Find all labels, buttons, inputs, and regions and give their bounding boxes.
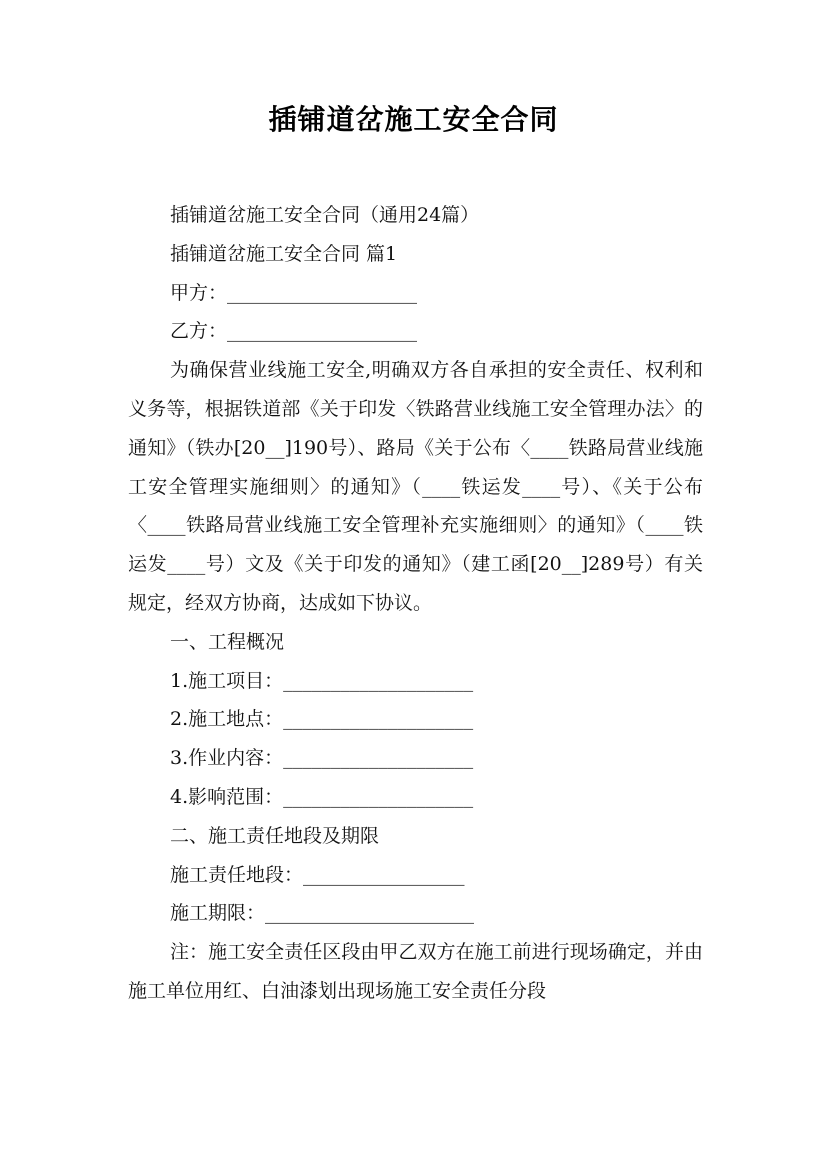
document-title: 插铺道岔施工安全合同 (268, 103, 559, 136)
item-construction-site: 2.施工地点：____________________ (170, 708, 474, 731)
document-body (128, 196, 703, 1011)
intro-paragraph: 为确保营业线施工安全,明确双方各自承担的安全责任、权利和义务等，根据铁道部《关于印发〈铁路营业线施工安全管理办法〉的通知》（铁办[20__]190号）、路局《关于公布〈____铁路局营业线施工安全管理实施细则〉的通知》（____铁运发____号）、《关于公布〈____铁路局营业线施工安全管理补充实施细则〉的通知》（____铁运发____号）文及《关于印发的通知》（建工函[20__]289号）有关规定，经双方协商，达成如下协议。 (128, 359, 703, 614)
section-2-heading: 二、施工责任地段及期限 (170, 824, 380, 847)
party-b-line: 乙方：____________________ (170, 320, 418, 343)
document-subtitle: 插铺道岔施工安全合同（通用24篇） (170, 204, 480, 226)
construction-period-line: 施工期限：______________________ (170, 902, 475, 925)
responsibility-section-line: 施工责任地段：_________________ (170, 863, 465, 886)
party-a-line: 甲方：____________________ (170, 281, 418, 304)
item-impact-scope: 4.影响范围：____________________ (170, 785, 474, 808)
item-work-content: 3.作业内容：____________________ (170, 747, 474, 770)
note-paragraph: 注：施工安全责任区段由甲乙双方在施工前进行现场确定，并由施工单位用红、白油漆划出现场施工安全责任分段 (128, 941, 703, 1002)
section-1-heading: 一、工程概况 (170, 630, 285, 653)
item-construction-project: 1.施工项目：____________________ (170, 669, 474, 692)
chapter-heading: 插铺道岔施工安全合同 篇1 (170, 242, 398, 265)
